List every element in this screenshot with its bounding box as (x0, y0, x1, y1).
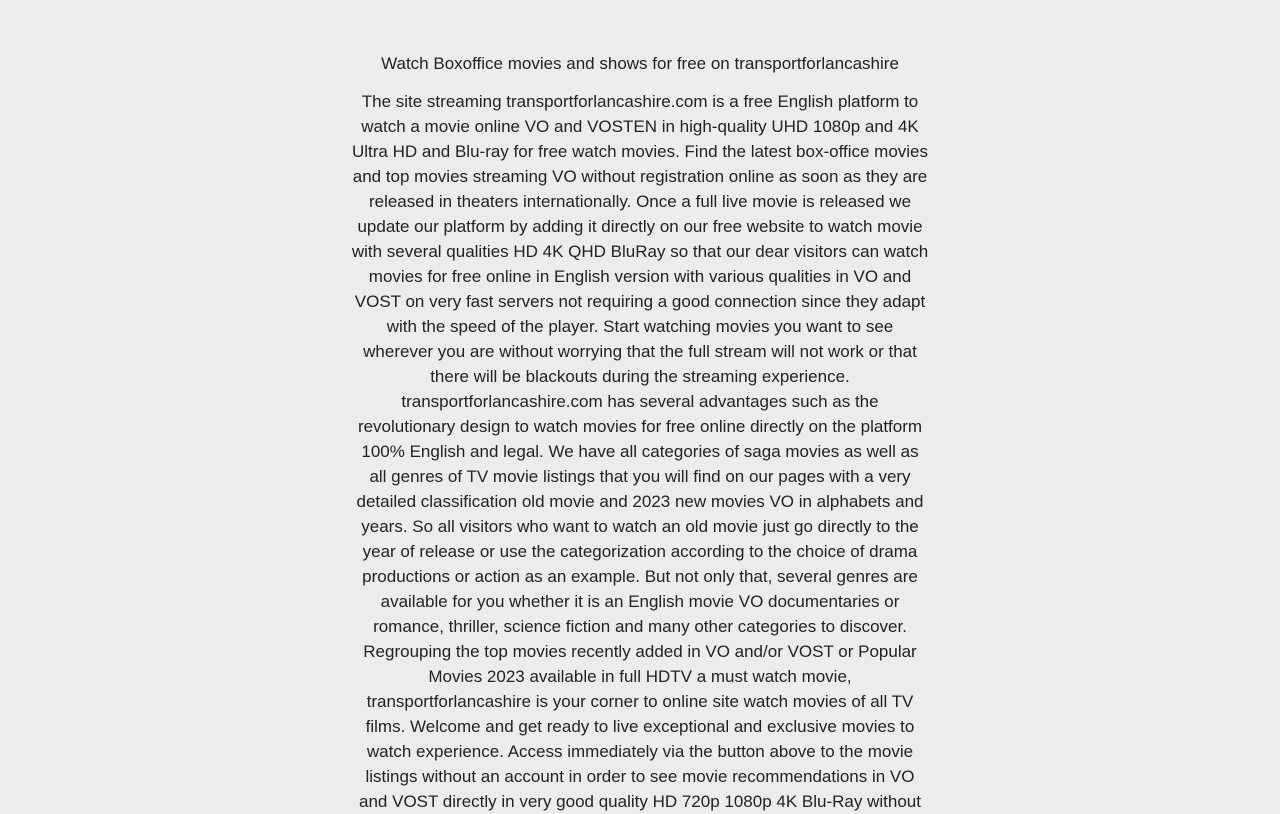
paragraph-line: Ultra HD and Blu-ray for free watch movies. Find the latest box-office movies (351, 142, 929, 161)
paragraph-line: The site streaming transportforlancashire.com is a free English platform to (361, 92, 919, 111)
paragraph-line: with the speed of the player. Start watching movies you want to see (386, 317, 894, 336)
paragraph-line: watch a movie online VO and VOSTEN in high-quality UHD 1080p and 4K (361, 117, 919, 136)
paragraph-line: with several qualities HD 4K QHD BluRay so that our dear visitors can watch (351, 242, 929, 261)
paragraph-line: watch experience. Access immediately via the button above to the movie (366, 742, 914, 761)
paragraph-line: movies for free online in English version with various qualities in VO and (368, 267, 912, 286)
paragraph-line: detailed classification old movie and 2023 new movies VO in alphabets and (356, 492, 924, 511)
paragraph-line: there will be blackouts during the streaming experience. (430, 367, 850, 386)
paragraph-line: and VOST directly in very good quality HD 720p 1080p 4K Blu-Ray without (359, 792, 921, 811)
paragraph-line: and top movies streaming VO without registration online as soon as they are (352, 167, 928, 186)
paragraph-line: years. So all visitors who want to watch an old movie just go directly to the (361, 517, 919, 536)
paragraph-line: transportforlancashire is your corner to online site watch movies of all TV (366, 692, 914, 711)
paragraph-line: romance, thriller, science fiction and many other categories to discover. (373, 617, 907, 636)
description-paragraph (340, 89, 940, 814)
paragraph-line: all genres of TV movie listings that you will find on our pages with a very (369, 467, 911, 486)
page-title: Watch Boxoffice movies and shows for free on transportforlancashire (381, 54, 899, 73)
paragraph-line: Movies 2023 available in full HDTV a must watch movie, (428, 667, 852, 686)
paragraph-line: year of release or use the categorization according to the choice of drama (362, 542, 918, 561)
paragraph-line: Regrouping the top movies recently added in VO and/or VOST or Popular (363, 642, 917, 661)
paragraph-line: transportforlancashire.com has several advantages such as the (401, 392, 879, 411)
paragraph-line: released in theaters internationally. Once a full live movie is released we (368, 192, 912, 211)
page-content (340, 0, 940, 814)
paragraph-line: VOST on very fast servers not requiring a good connection since they adapt (354, 292, 926, 311)
paragraph-line: films. Welcome and get ready to live exceptional and exclusive movies to (365, 717, 915, 736)
paragraph-line: available for you whether it is an English movie VO documentaries or (380, 592, 900, 611)
paragraph-line: revolutionary design to watch movies for free online directly on the platform (357, 417, 923, 436)
paragraph-line: update our platform by adding it directly on our free website to watch movie (357, 217, 923, 236)
paragraph-line: 100% English and legal. We have all categories of saga movies as well as (361, 442, 919, 461)
paragraph-line: wherever you are without worrying that the full stream will not work or that (363, 342, 917, 361)
paragraph-line: productions or action as an example. But not only that, several genres are (362, 567, 918, 586)
paragraph-line: listings without an account in order to see movie recommendations in VO (365, 767, 915, 786)
